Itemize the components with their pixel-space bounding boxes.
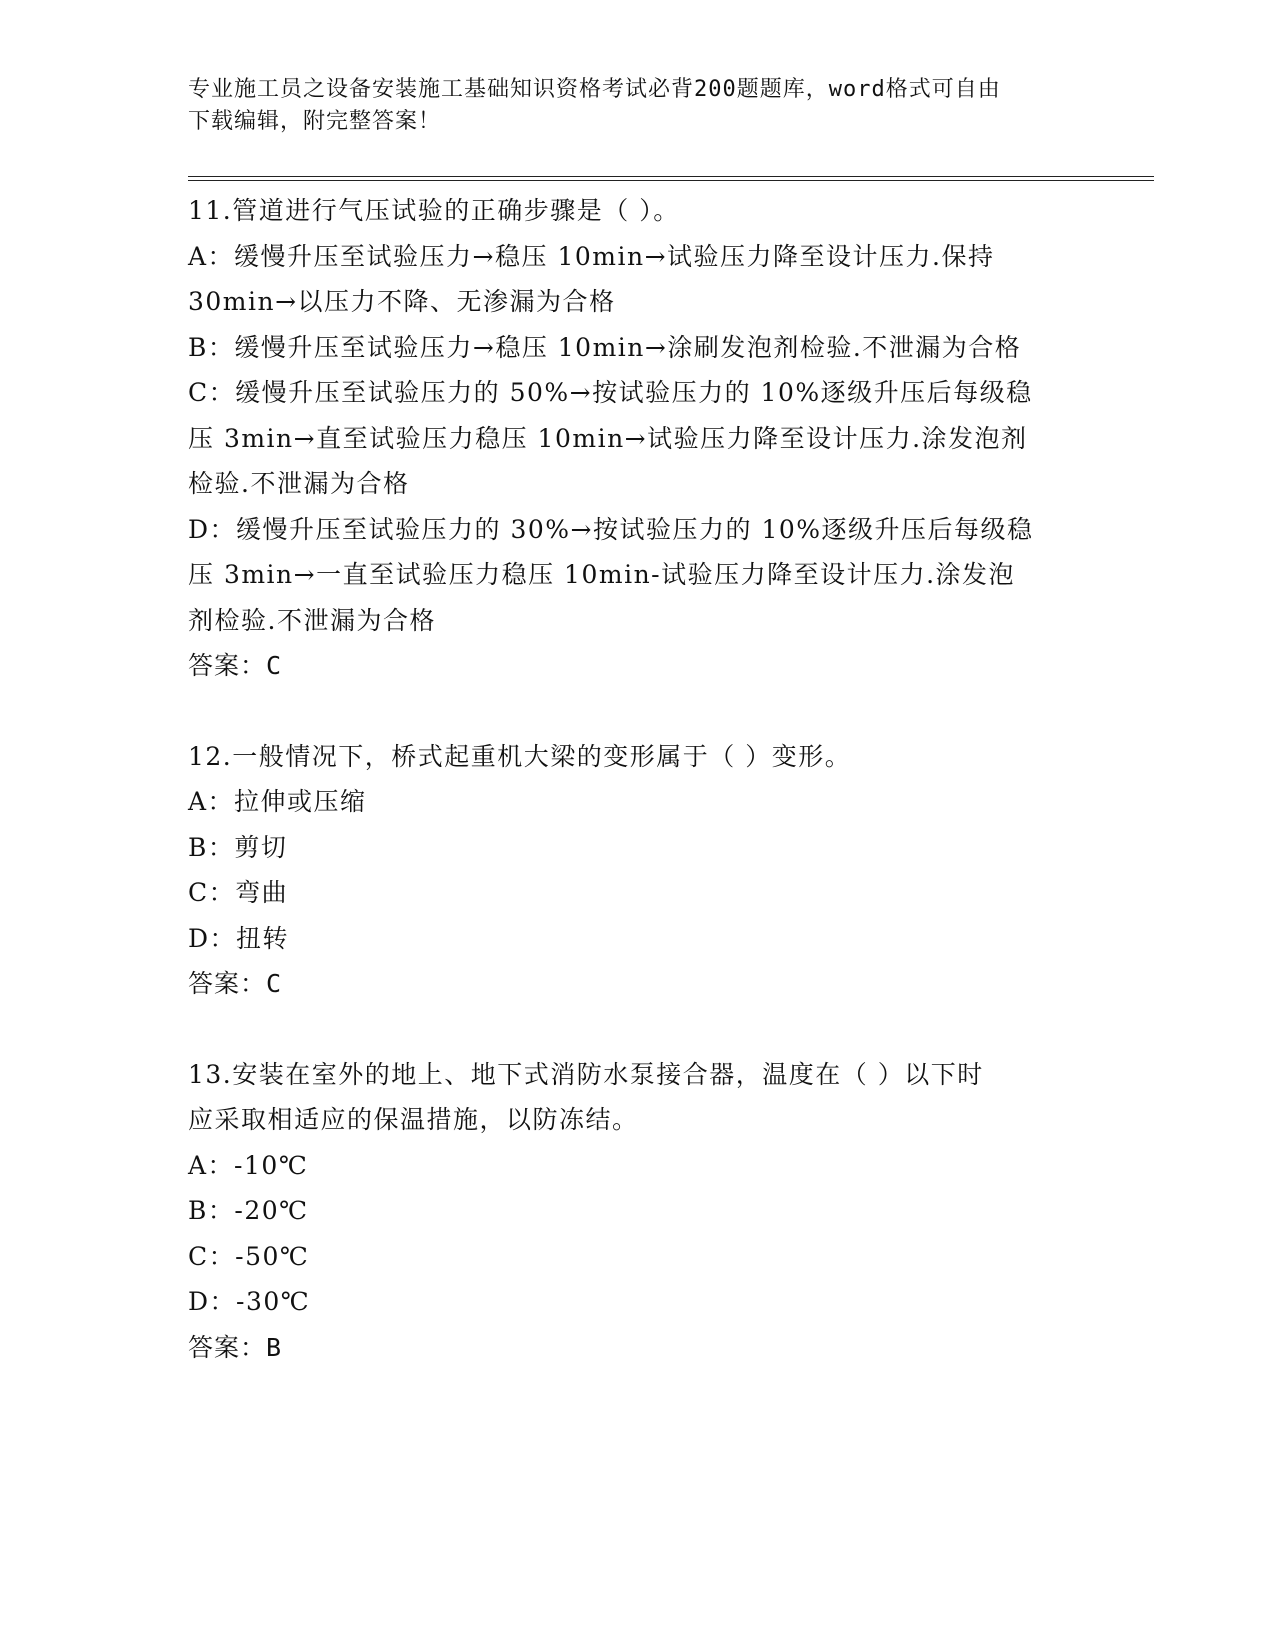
answer-option-c (188, 370, 1088, 507)
option-text-line: 30min→以压力不降、无渗漏为合格 (188, 287, 616, 316)
answer-option-a (188, 779, 1088, 825)
answer-option-a (188, 234, 1088, 325)
option-text-line: C：缓慢升压至试验压力的 50%→按试验压力的 10%逐级升压后每级稳 (188, 378, 1033, 407)
question-stem: 13.安装在室外的地上、地下式消防水泵接合器，温度在（ ）以下时 (188, 1059, 984, 1089)
option-text-line: 检验.不泄漏为合格 (188, 469, 410, 498)
option-text-line: B：剪切 (188, 832, 288, 862)
answer-option-a (188, 1143, 1088, 1189)
option-text-line: B：缓慢升压至试验压力→稳压 10min→涂刷发泡剂检验.不泄漏为合格 (188, 332, 1022, 362)
option-text-line: A：缓慢升压至试验压力→稳压 10min→试验压力降至设计压力.保持 (188, 241, 995, 271)
header-line-1: 专业施工员之设备安装施工基础知识资格考试必背200题题库，word格式可自由 (188, 77, 1001, 102)
option-text-line: D：-30℃ (188, 1287, 311, 1316)
option-text-line: D：缓慢升压至试验压力的 30%→按试验压力的 10%逐级升压后每级稳 (188, 514, 1034, 544)
option-text-line: 压 3min→一直至试验压力稳压 10min-试验压力降至设计压力.涂发泡 (188, 560, 1016, 589)
document-header (188, 74, 1088, 138)
question-11 (188, 188, 1088, 689)
answer-option-b (188, 1188, 1088, 1234)
answer-key: 答案：B (188, 1332, 283, 1362)
answer-option-d (188, 916, 1088, 962)
answer-key: 答案：C (188, 969, 283, 998)
question-list (188, 188, 1088, 1415)
option-text-line: D：扭转 (188, 923, 290, 953)
question-13 (188, 1052, 1088, 1371)
answer-option-b (188, 825, 1088, 871)
option-text-line: C：-50℃ (188, 1241, 310, 1271)
header-divider (188, 176, 1154, 181)
question-stem: 应采取相适应的保温措施，以防冻结。 (188, 1105, 639, 1134)
answer-key: 答案：C (188, 651, 283, 680)
answer-option-c (188, 870, 1088, 916)
option-text-line: 剂检验.不泄漏为合格 (188, 605, 436, 635)
answer-option-b (188, 325, 1088, 371)
option-text-line: B：-20℃ (188, 1196, 309, 1225)
option-text-line: 压 3min→直至试验压力稳压 10min→试验压力降至设计压力.涂发泡剂 (188, 423, 1028, 453)
header-line-2: 下载编辑，附完整答案！ (188, 109, 442, 134)
answer-option-d (188, 507, 1088, 644)
option-text-line: A：拉伸或压缩 (188, 787, 367, 816)
question-stem: 12.一般情况下，桥式起重机大梁的变形属于（ ）变形。 (188, 741, 852, 771)
option-text-line: A：-10℃ (188, 1150, 309, 1180)
option-text-line: C：弯曲 (188, 878, 289, 907)
answer-option-d (188, 1279, 1088, 1325)
answer-option-c (188, 1234, 1088, 1280)
question-12 (188, 734, 1088, 1007)
question-stem: 11.管道进行气压试验的正确步骤是（ ）。 (188, 196, 680, 225)
